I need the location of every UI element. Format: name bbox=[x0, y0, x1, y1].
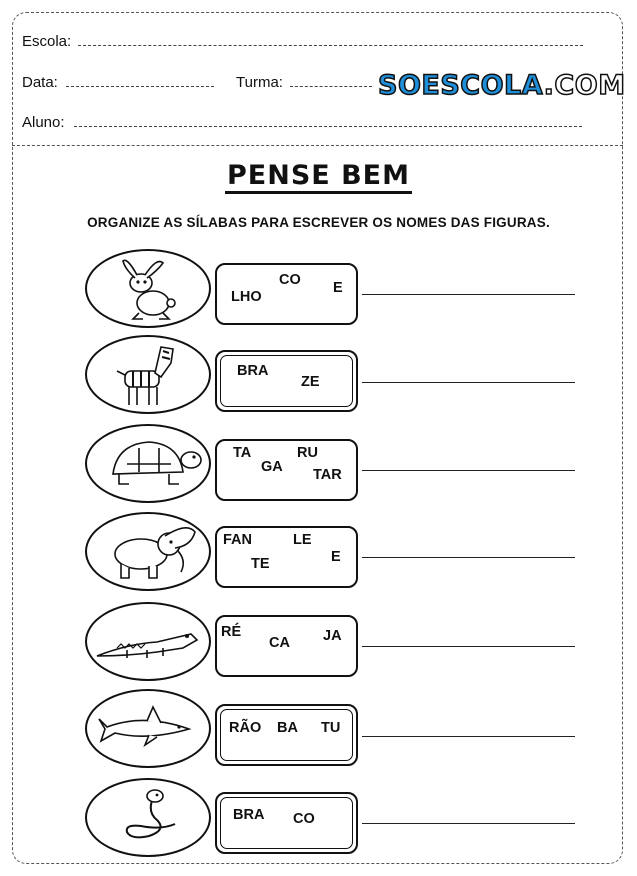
syllable: TA bbox=[233, 445, 252, 461]
data-label: Data: bbox=[22, 74, 58, 91]
zebra-icon bbox=[87, 337, 213, 416]
syllable: RÉ bbox=[221, 624, 242, 640]
syllable: ZE bbox=[301, 374, 320, 390]
picture-oval-4 bbox=[85, 512, 211, 591]
syllable-box-3 bbox=[215, 439, 358, 501]
syllable: FAN bbox=[223, 532, 252, 548]
picture-oval-6 bbox=[85, 689, 211, 768]
syllable: E bbox=[333, 280, 343, 296]
picture-oval-1 bbox=[85, 249, 211, 328]
syllable: RÃO bbox=[229, 720, 262, 736]
snake-icon bbox=[87, 780, 213, 859]
syllable: GA bbox=[261, 459, 283, 475]
instruction-text: ORGANIZE AS SÍLABAS PARA ESCREVER OS NOMES DAS FIGURAS. bbox=[87, 215, 550, 230]
header-separator bbox=[12, 145, 623, 146]
escola-field[interactable] bbox=[78, 45, 583, 46]
answer-line-4[interactable] bbox=[362, 557, 575, 558]
syllable: RU bbox=[297, 445, 318, 461]
elephant-icon bbox=[87, 514, 213, 593]
syllable: CA bbox=[269, 635, 290, 651]
alligator-icon bbox=[87, 604, 213, 683]
picture-oval-7 bbox=[85, 778, 211, 857]
logo-text-domain: .COM bbox=[543, 70, 626, 101]
answer-line-7[interactable] bbox=[362, 823, 575, 824]
soescola-logo bbox=[378, 70, 626, 101]
turma-field[interactable] bbox=[290, 86, 372, 87]
syllable: BRA bbox=[233, 807, 265, 823]
page-title: PENSE BEM bbox=[0, 160, 637, 191]
syllable: BA bbox=[277, 720, 298, 736]
syllable-box-2 bbox=[215, 350, 358, 412]
picture-oval-2 bbox=[85, 335, 211, 414]
syllable: LHO bbox=[231, 289, 262, 305]
syllable-box-7 bbox=[215, 792, 358, 854]
syllable-box-1 bbox=[215, 263, 358, 325]
aluno-label: Aluno: bbox=[22, 114, 65, 131]
syllable: TU bbox=[321, 720, 341, 736]
turtle-icon bbox=[87, 426, 213, 505]
answer-line-6[interactable] bbox=[362, 736, 575, 737]
syllable: BRA bbox=[237, 363, 269, 379]
syllable: LE bbox=[293, 532, 312, 548]
answer-line-1[interactable] bbox=[362, 294, 575, 295]
syllable: CO bbox=[293, 811, 315, 827]
syllable: TE bbox=[251, 556, 270, 572]
data-field[interactable] bbox=[66, 86, 214, 87]
picture-oval-5 bbox=[85, 602, 211, 681]
syllable-box-5 bbox=[215, 615, 358, 677]
syllable-box-4 bbox=[215, 526, 358, 588]
syllable: JA bbox=[323, 628, 342, 644]
answer-line-3[interactable] bbox=[362, 470, 575, 471]
escola-label: Escola: bbox=[22, 33, 72, 50]
aluno-field[interactable] bbox=[74, 126, 582, 127]
shark-icon bbox=[87, 691, 213, 770]
turma-label: Turma: bbox=[236, 74, 283, 91]
answer-line-2[interactable] bbox=[362, 382, 575, 383]
picture-oval-3 bbox=[85, 424, 211, 503]
syllable: CO bbox=[279, 272, 301, 288]
logo-text-main: SOESCOLA bbox=[378, 70, 544, 101]
syllable: TAR bbox=[313, 467, 342, 483]
syllable-box-6 bbox=[215, 704, 358, 766]
answer-line-5[interactable] bbox=[362, 646, 575, 647]
rabbit-icon bbox=[87, 251, 213, 330]
syllable: E bbox=[331, 549, 341, 565]
